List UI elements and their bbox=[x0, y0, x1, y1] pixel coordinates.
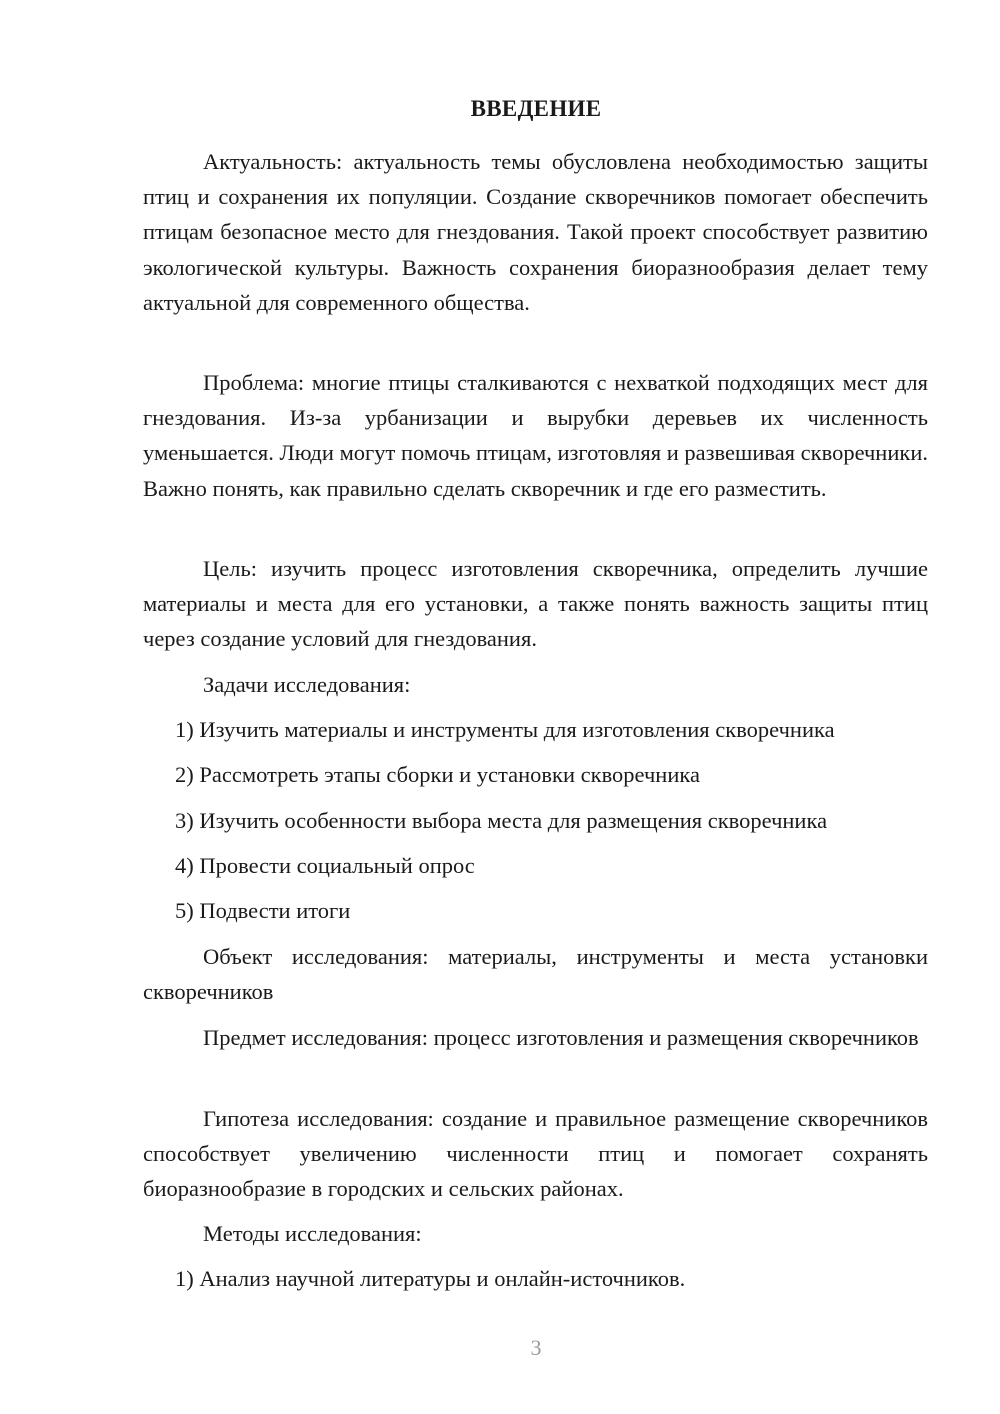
tasks-label: Задачи исследования: bbox=[203, 672, 411, 697]
list-item: 1) Изучить материалы и инструменты для изготовления скворечника bbox=[175, 717, 835, 742]
paragraph-problem: Проблема: многие птицы сталкиваются с нехваткой подходящих мест для гнездования. Из-за урбанизации и вырубки деревьев их численность уменьшается. Люди могут помочь птицам, изготовляя и развешивая скворечники. Важно понять, как правильно сделать скворечник и где его разместить. bbox=[143, 370, 928, 501]
paragraph-goal: Цель: изучить процесс изготовления скворечника, определить лучшие материалы и места для его установки, а также понять важность защиты птиц через создание условий для гнездования. bbox=[143, 556, 928, 652]
list-item: 4) Провести социальный опрос bbox=[175, 853, 475, 878]
paragraph-hypothesis: Гипотеза исследования: создание и правильное размещение скворечников способствует увеличению численности птиц и помогает сохранять биоразнообразие в городских и сельских районах. bbox=[143, 1106, 928, 1202]
paragraph-relevance: Актуальность: актуальность темы обусловлена необходимостью защиты птиц и сохранения их популяции. Создание скворечников помогает обеспечить птицам безопасное место для гнездования. Такой проект способствует развитию экологической культуры. Важность сохранения биоразнообразия делает тему актуальной для современного общества. bbox=[143, 149, 928, 315]
methods-label: Методы исследования: bbox=[203, 1221, 422, 1246]
page-number: 3 bbox=[530, 1335, 542, 1360]
list-item: 2) Рассмотреть этапы сборки и установки скворечника bbox=[175, 762, 700, 787]
list-item: 1) Анализ научной литературы и онлайн-источников. bbox=[175, 1266, 686, 1291]
paragraph-subject: Предмет исследования: процесс изготовления и размещения скворечников bbox=[203, 1025, 919, 1050]
paragraph-object: Объект исследования: материалы, инструменты и места установки скворечников bbox=[143, 944, 928, 1005]
list-item: 3) Изучить особенности выбора места для размещения скворечника bbox=[175, 808, 828, 833]
list-item: 5) Подвести итоги bbox=[175, 898, 351, 923]
page-title: ВВЕДЕНИЕ bbox=[470, 96, 602, 121]
